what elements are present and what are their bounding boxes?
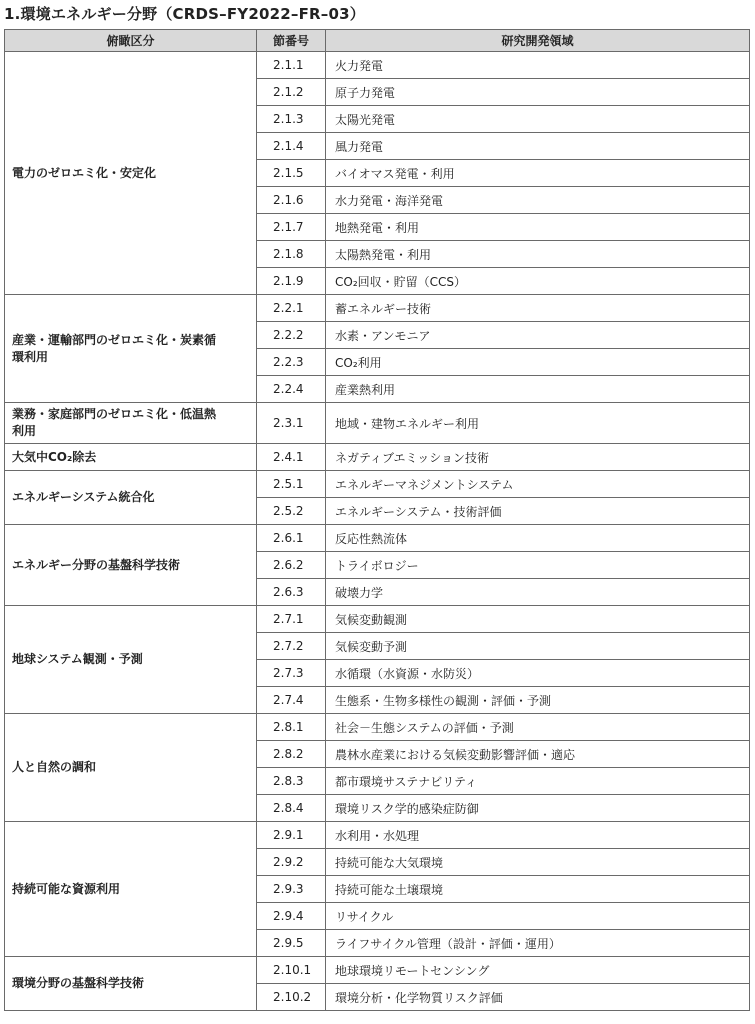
table-row [5,444,750,471]
research-area-table [4,29,750,1011]
category-label: 業務・家庭部門のゼロエミ化・低温熱利用 [12,407,217,438]
section-number-cell: 2.1.1 [257,52,326,79]
table-row [5,822,750,849]
section-number-cell: 2.8.2 [257,741,326,768]
category-label: 環境分野の基盤科学技術 [12,976,145,990]
table-row [5,525,750,552]
category-cell [5,444,257,471]
research-field-cell: 地球環境リモートセンシング [326,957,750,984]
section-number-cell: 2.5.1 [257,471,326,498]
section-number-cell: 2.1.7 [257,214,326,241]
research-field-cell: CO₂利用 [326,349,750,376]
section-number-cell: 2.2.3 [257,349,326,376]
category-cell [5,957,257,1011]
table-row [5,403,750,444]
section-number-cell: 2.10.2 [257,984,326,1011]
section-number-cell: 2.1.2 [257,79,326,106]
research-field-cell: 都市環境サステナビリティ [326,768,750,795]
research-field-cell: 生態系・生物多様性の観測・評価・予測 [326,687,750,714]
section-number-cell: 2.1.8 [257,241,326,268]
section-number-cell: 2.8.1 [257,714,326,741]
category-label: 地球システム観測・予測 [12,652,143,666]
research-field-cell: CO₂回収・貯留（CCS） [326,268,750,295]
header-research-field: 研究開発領域 [326,30,750,52]
research-field-cell: ネガティブエミッション技術 [326,444,750,471]
section-number-cell: 2.1.5 [257,160,326,187]
research-field-cell: 持続可能な土壌環境 [326,876,750,903]
section-number-cell: 2.6.3 [257,579,326,606]
section-number-cell: 2.7.4 [257,687,326,714]
research-field-cell: 蓄エネルギー技術 [326,295,750,322]
table-row [5,606,750,633]
section-number-cell: 2.1.4 [257,133,326,160]
table-body [5,52,750,1011]
section-number-cell: 2.9.5 [257,930,326,957]
section-number-cell: 2.9.2 [257,849,326,876]
category-label: 産業・運輸部門のゼロエミ化・炭素循環利用 [12,332,217,364]
section-number-cell: 2.7.1 [257,606,326,633]
section-number-cell: 2.7.2 [257,633,326,660]
research-field-cell: 火力発電 [326,52,750,79]
category-label: 持続可能な資源利用 [12,881,121,896]
research-field-cell: 産業熱利用 [326,376,750,403]
category-cell [5,525,257,606]
category-cell [5,822,257,957]
category-label: 大気中CO₂除去 [12,449,97,464]
section-number-cell: 2.4.1 [257,444,326,471]
category-cell [5,471,257,525]
research-field-cell: 太陽熱発電・利用 [326,241,750,268]
research-field-cell: 持続可能な大気環境 [326,849,750,876]
research-field-cell: 原子力発電 [326,79,750,106]
section-number-cell: 2.8.4 [257,795,326,822]
section-number-cell: 2.2.2 [257,322,326,349]
research-field-cell: 気候変動観測 [326,606,750,633]
research-field-cell: 環境リスク学的感染症防御 [326,795,750,822]
category-label: エネルギー分野の基盤科学技術 [12,557,181,572]
category-label: 人と自然の調和 [12,760,97,774]
research-field-cell: 気候変動予測 [326,633,750,660]
research-field-cell: 風力発電 [326,133,750,160]
research-field-cell: 農林水産業における気候変動影響評価・適応 [326,741,750,768]
section-number-cell: 2.2.4 [257,376,326,403]
table-row [5,714,750,741]
research-field-cell: 環境分析・化学物質リスク評価 [326,984,750,1011]
research-field-cell: 水力発電・海洋発電 [326,187,750,214]
section-number-cell: 2.7.3 [257,660,326,687]
research-field-cell: トライボロジー [326,552,750,579]
section-number-cell: 2.8.3 [257,768,326,795]
research-field-cell: エネルギーマネジメントシステム [326,471,750,498]
research-field-cell: 地域・建物エネルギー利用 [326,403,750,444]
table-header-row [5,30,750,52]
section-number-cell: 2.1.3 [257,106,326,133]
section-number-cell: 2.2.1 [257,295,326,322]
research-field-cell: 太陽光発電 [326,106,750,133]
research-field-cell: 破壊力学 [326,579,750,606]
research-field-cell: 水利用・水処理 [326,822,750,849]
category-cell [5,714,257,822]
table-row [5,52,750,79]
table-row [5,295,750,322]
research-field-cell: 地熱発電・利用 [326,214,750,241]
section-number-cell: 2.3.1 [257,403,326,444]
section-number-cell: 2.5.2 [257,498,326,525]
section-number-cell: 2.1.6 [257,187,326,214]
section-number-cell: 2.10.1 [257,957,326,984]
section-number-cell: 2.9.1 [257,822,326,849]
table-row [5,471,750,498]
research-field-cell: ライフサイクル管理（設計・評価・運用） [326,930,750,957]
section-number-cell: 2.6.1 [257,525,326,552]
category-cell [5,52,257,295]
research-field-cell: エネルギーシステム・技術評価 [326,498,750,525]
category-cell [5,295,257,403]
category-cell [5,403,257,444]
research-field-cell: バイオマス発電・利用 [326,160,750,187]
section-number-cell: 2.6.2 [257,552,326,579]
page-title: 1.環境エネルギー分野（CRDS–FY2022–FR–03） [4,5,365,23]
section-number-cell: 2.9.4 [257,903,326,930]
research-field-cell: 反応性熱流体 [326,525,750,552]
category-label: エネルギーシステム統合化 [12,490,155,504]
header-section-number: 節番号 [257,30,326,52]
research-field-cell: 水素・アンモニア [326,322,750,349]
research-field-cell: 社会－生態システムの評価・予測 [326,714,750,741]
header-category: 俯瞰区分 [5,30,257,52]
section-number-cell: 2.9.3 [257,876,326,903]
category-cell [5,606,257,714]
research-field-cell: リサイクル [326,903,750,930]
table-row [5,957,750,984]
section-number-cell: 2.1.9 [257,268,326,295]
research-field-cell: 水循環（水資源・水防災） [326,660,750,687]
category-label: 電力のゼロエミ化・安定化 [12,165,157,180]
